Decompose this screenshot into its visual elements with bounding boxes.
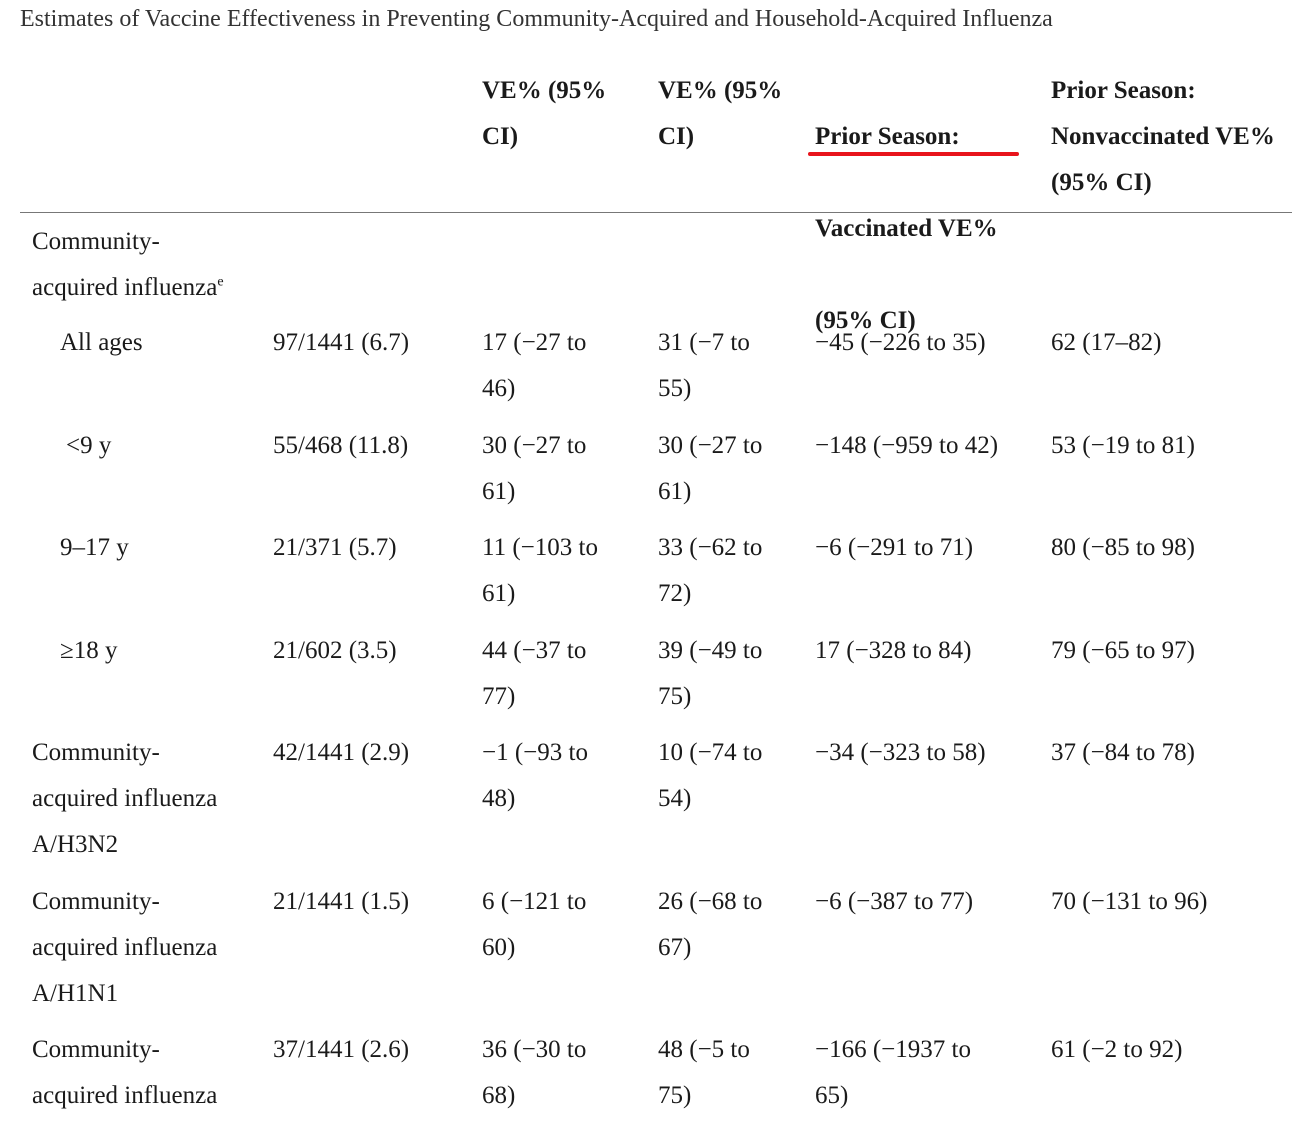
header-ve2: VE% (95% CI) <box>658 77 783 150</box>
row-ve1: −1 (−93 to 48) <box>482 739 588 812</box>
row-prior-nonvaccinated: 70 (−131 to 96) <box>1051 888 1208 915</box>
row-ve2: 48 (−5 to 75) <box>658 1036 750 1109</box>
row-count: 97/1441 (6.7) <box>273 329 410 356</box>
row-prior-vaccinated: −45 (−226 to 35) <box>815 329 986 356</box>
row-label: All ages <box>60 329 143 356</box>
row-label: Community- acquired influenza <box>32 1036 218 1109</box>
row-label: 9–17 y <box>60 534 129 561</box>
row-prior-nonvaccinated: 37 (−84 to 78) <box>1051 739 1195 766</box>
row-count: 21/371 (5.7) <box>273 534 397 561</box>
row-prior-vaccinated: 17 (−328 to 84) <box>815 637 972 664</box>
section-label <box>32 219 224 311</box>
row-ve2: 26 (−68 to 67) <box>658 888 763 961</box>
row-prior-nonvaccinated: 79 (−65 to 97) <box>1051 637 1195 664</box>
header-prior-vaccinated-line2: Vaccinated VE% <box>815 215 998 242</box>
row-count: 21/602 (3.5) <box>273 637 397 664</box>
row-prior-nonvaccinated: 80 (−85 to 98) <box>1051 534 1195 561</box>
row-count: 55/468 (11.8) <box>273 432 409 459</box>
row-prior-vaccinated: −6 (−291 to 71) <box>815 534 974 561</box>
row-prior-vaccinated: −166 (−1937 to 65) <box>815 1036 971 1109</box>
header-prior-vaccinated-line1: Prior Season: <box>815 123 960 150</box>
row-count: 42/1441 (2.9) <box>273 739 410 766</box>
row-ve2: 33 (−62 to 72) <box>658 534 763 607</box>
row-ve2: 31 (−7 to 55) <box>658 329 750 402</box>
row-count: 21/1441 (1.5) <box>273 888 410 915</box>
row-prior-nonvaccinated: 62 (17–82) <box>1051 329 1162 356</box>
row-ve1: 11 (−103 to 61) <box>482 534 598 607</box>
row-prior-vaccinated: −34 (−323 to 58) <box>815 739 986 766</box>
red-underline-annotation <box>808 152 1019 156</box>
section-label-footnote: e <box>217 274 224 290</box>
header-prior-vaccinated-line3: (95% CI) <box>815 307 916 334</box>
row-label: Community- acquired influenza A/H3N2 <box>32 739 218 858</box>
row-prior-vaccinated: −6 (−387 to 77) <box>815 888 974 915</box>
row-ve1: 44 (−37 to 77) <box>482 637 587 710</box>
row-prior-nonvaccinated: 61 (−2 to 92) <box>1051 1036 1183 1063</box>
row-prior-vaccinated: −148 (−959 to 42) <box>815 432 999 459</box>
table-caption: Estimates of Vaccine Effectiveness in Preventing Community-Acquired and Household-Acquired Influenza <box>20 6 1053 32</box>
header-rule <box>20 212 1292 213</box>
row-ve2: 39 (−49 to 75) <box>658 637 763 710</box>
row-count: 37/1441 (2.6) <box>273 1036 410 1063</box>
row-ve2: 30 (−27 to 61) <box>658 432 763 505</box>
row-label: Community- acquired influenza A/H1N1 <box>32 888 218 1007</box>
row-ve1: 36 (−30 to 68) <box>482 1036 587 1109</box>
header-prior-nonvaccinated: Prior Season: Nonvaccinated VE% (95% CI) <box>1051 77 1275 196</box>
row-prior-nonvaccinated: 53 (−19 to 81) <box>1051 432 1195 459</box>
row-label: <9 y <box>66 432 112 459</box>
row-ve1: 30 (−27 to 61) <box>482 432 587 505</box>
row-ve1: 6 (−121 to 60) <box>482 888 587 961</box>
row-ve1: 17 (−27 to 46) <box>482 329 587 402</box>
row-ve2: 10 (−74 to 54) <box>658 739 763 812</box>
header-ve1: VE% (95% CI) <box>482 77 607 150</box>
row-label: ≥18 y <box>60 637 118 664</box>
section-label-text: Community- acquired influenza <box>32 228 218 301</box>
